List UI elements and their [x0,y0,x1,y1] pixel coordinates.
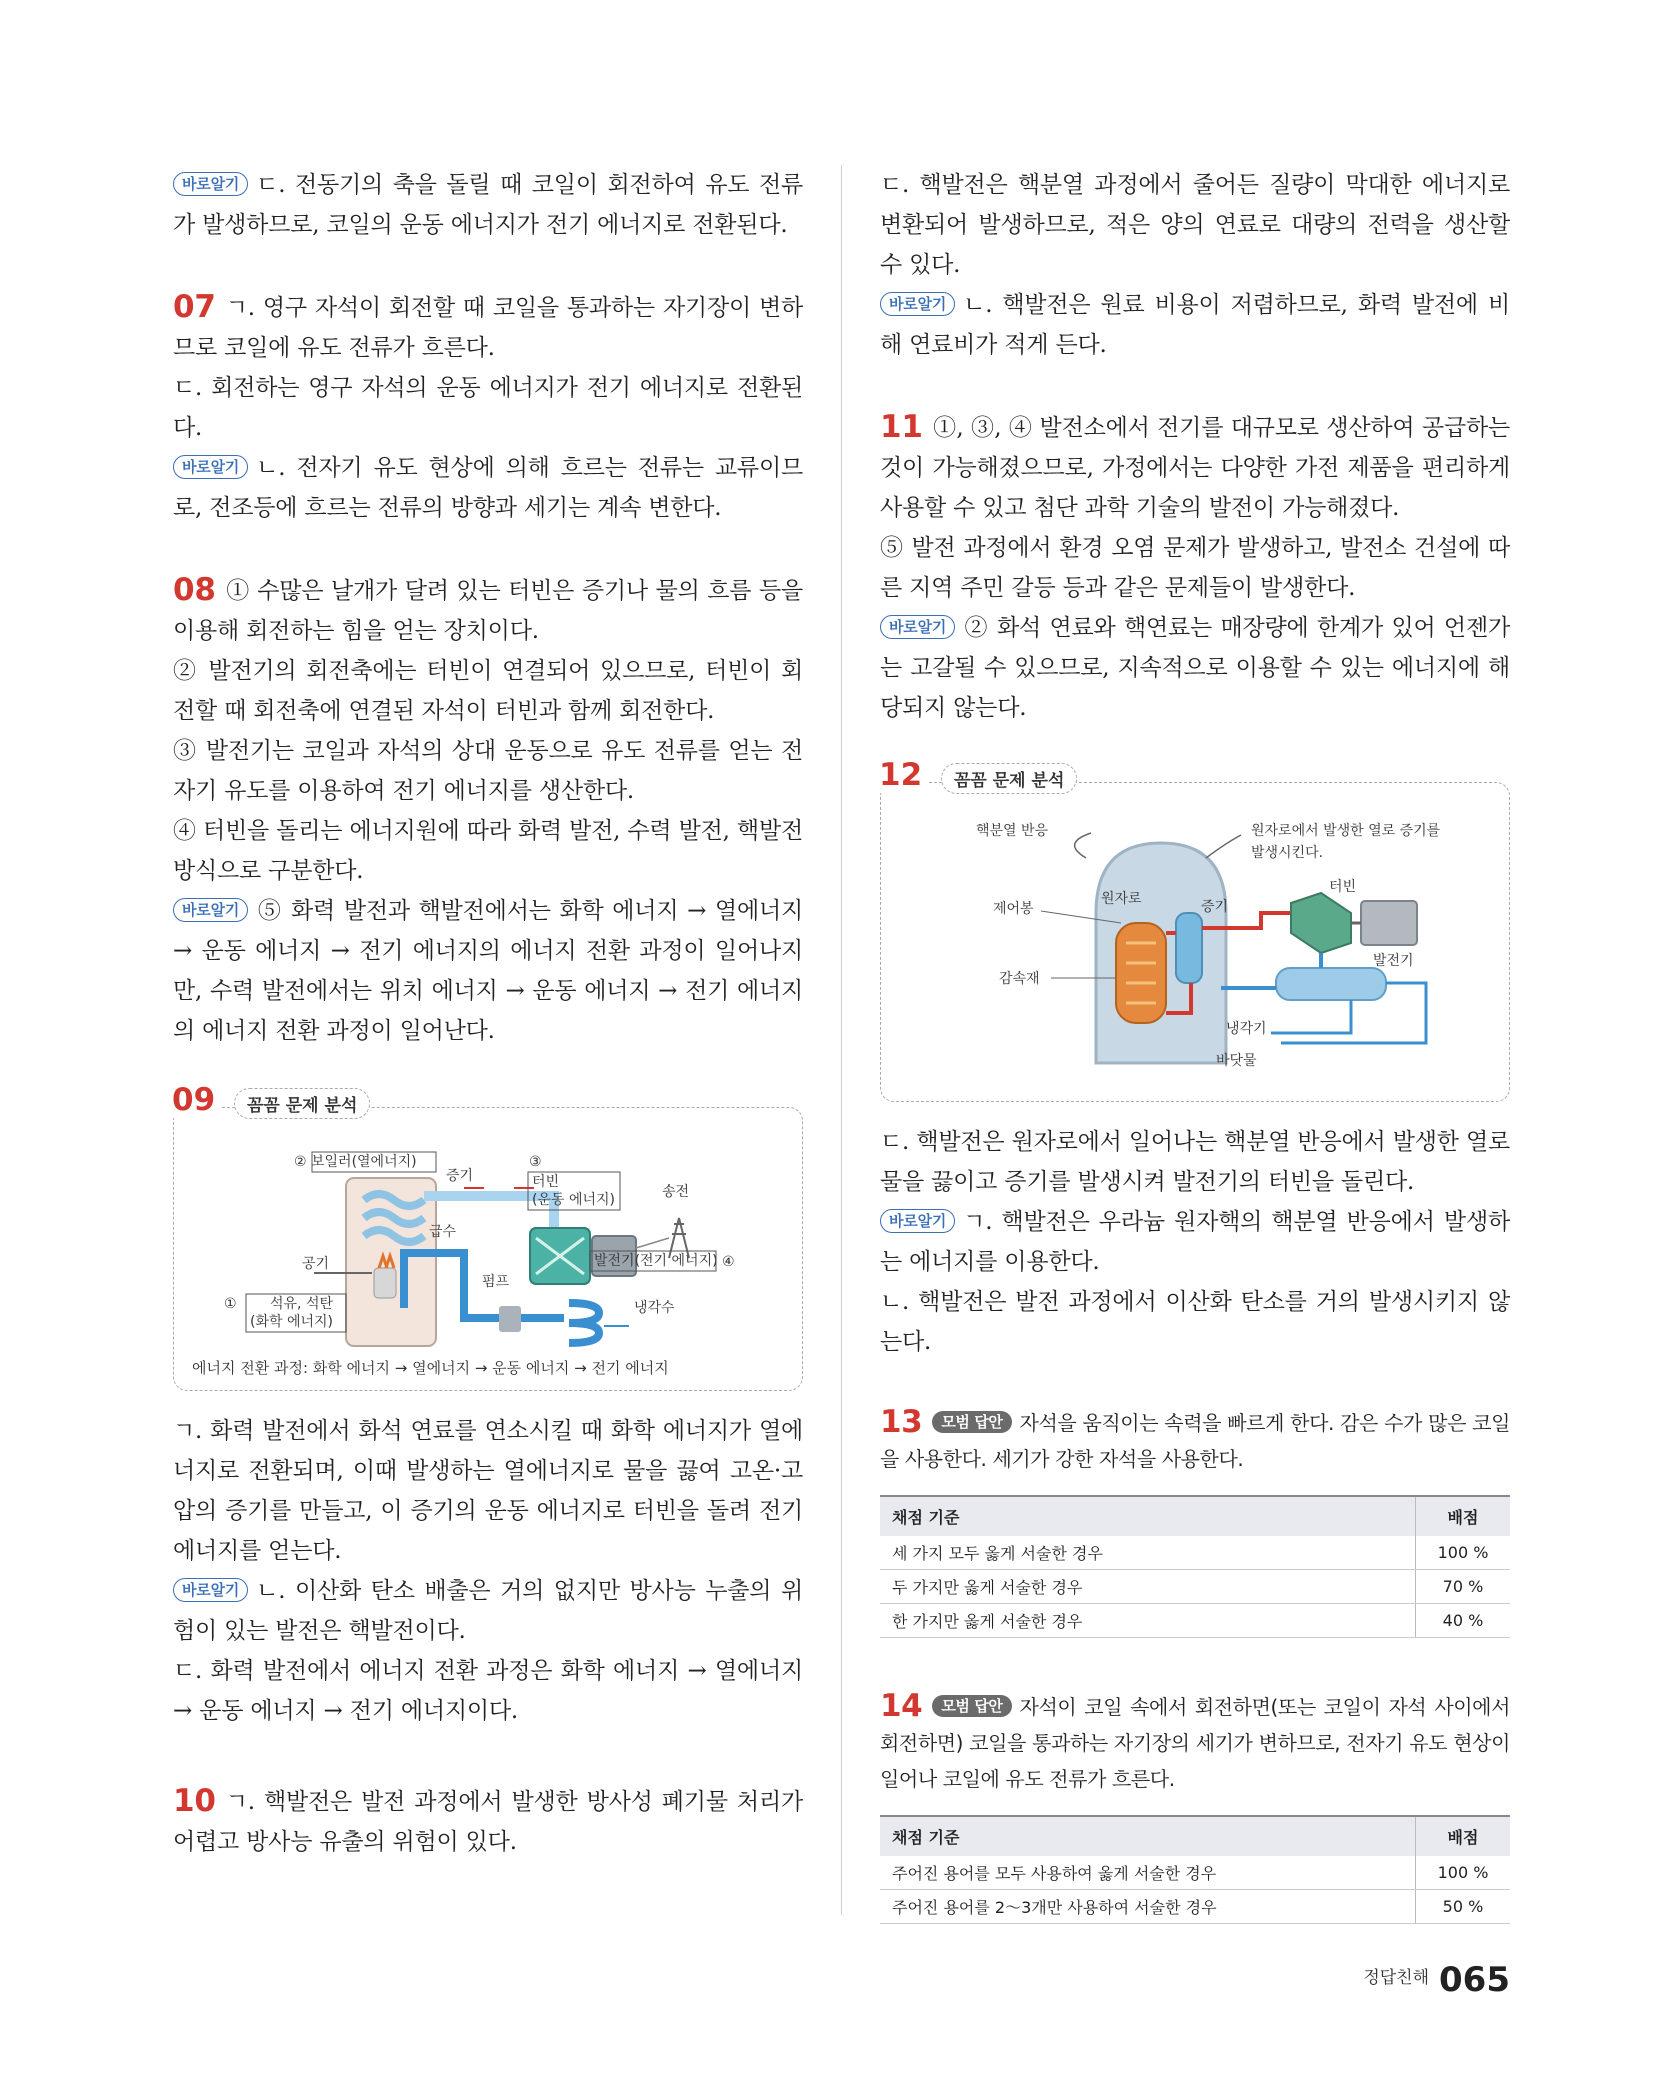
label-turbine: 터빈 [532,1174,560,1190]
answer-11 [880,407,1510,728]
thermal-power-diagram [174,1108,802,1390]
power-line [636,1238,669,1248]
model-answer-badge: 모범 답안 [932,1695,1011,1717]
nuclear-power-figure [879,757,1510,1102]
check-badge: 바로알기 [173,1578,248,1602]
table-header-points: 배점 [1416,1816,1511,1856]
left-column [173,165,803,1904]
label-fission: 핵분열 반응 [976,823,1049,839]
burner-shape [374,1268,396,1298]
answer-paragraph: ㄴ. 핵발전은 발전 과정에서 이산화 탄소를 거의 발생시키지 않는다. [880,1289,1510,1355]
check-badge: 바로알기 [880,292,955,316]
generator-shape [1361,901,1417,945]
callout-fission [1075,833,1091,858]
table-row: 두 가지만 옳게 서술한 경우 70 % [880,1570,1510,1604]
answer-paragraph: ② 발전기의 회전축에는 터빈이 연결되어 있으므로, 터빈이 회전할 때 회전축에 연결된 자석이 터빈과 함께 회전한다. [173,658,803,724]
answer-10-continued [880,165,1510,365]
answer-paragraph: 10 ㄱ. 핵발전은 발전 과정에서 발생한 방사성 폐기물 처리가 어렵고 방사능 유출의 위험이 있다. [173,1783,803,1855]
footer-label: 정답친해 [1363,1968,1430,1988]
answer-paragraph: 13 모범 답안 자석을 움직이는 속력을 빠르게 한다. 감은 수가 많은 코일을 사용한다. 세기가 강한 자석을 사용한다. [880,1404,1510,1471]
table-row: 주어진 용어를 모두 사용하여 옳게 서술한 경우 100 % [880,1856,1510,1890]
table-header-criteria: 채점 기준 [880,1816,1416,1856]
label-control-rod: 제어봉 [993,901,1034,917]
answer-paragraph: 07 ㄱ. 영구 자석이 회전할 때 코일을 통과하는 자기장이 변하므로 코일에 유도 전류가 흐른다. [173,289,803,361]
answer-paragraph: 바로알기 ㄷ. 전동기의 축을 돌릴 때 코일이 회전하여 유도 전류가 발생하므로, 코일의 운동 에너지가 전기 에너지로 전환된다. [173,172,803,238]
answer-paragraph: ③ 발전기는 코일과 자석의 상대 운동으로 유도 전류를 얻는 전자기 유도를 이용하여 전기 에너지를 생산한다. [173,738,803,804]
thermal-power-figure [172,1082,803,1391]
answer-12 [879,757,1510,1362]
answer-paragraph: 11 ①, ③, ④ 발전소에서 전기를 대규모로 생산하여 공급하는 것이 가능해졌으므로, 가정에서는 다양한 가전 제품을 편리하게 사용할 수 있고 첨단 과학 기술의 발전이 가능해졌다. [880,409,1510,521]
label-fuel-energy: (화학 에너지) [250,1314,333,1330]
question-number: 09 [172,1082,221,1118]
question-number: 14 [880,1688,923,1724]
label-fuel: 석유, 석탄 [270,1296,333,1312]
table-header-criteria: 채점 기준 [880,1496,1416,1536]
model-answer-badge: 모범 답안 [932,1411,1011,1433]
column-divider [841,165,842,1915]
question-number: 12 [879,757,928,793]
page-footer [1363,1960,1510,2000]
table-row: 세 가지 모두 옳게 서술한 경우 100 % [880,1536,1510,1570]
label-boiler: ② 보일러(열에너지) [294,1154,417,1170]
label-cooling-water: 냉각수 [634,1300,675,1316]
answer-07 [173,287,803,528]
label-number-1: ① [224,1296,237,1312]
answer-13 [880,1404,1510,1638]
analysis-tag: 꼼꼼 문제 분석 [234,1088,370,1119]
turbine-shape [1291,893,1351,953]
label-condenser: 냉각기 [1226,1021,1267,1037]
answer-06-continued [173,165,803,245]
condenser-coil [519,1303,599,1343]
figure-caption: 에너지 전환 과정: 화학 에너지 → 열에너지 → 운동 에너지 → 전기 에너지 [192,1359,669,1377]
label-transmission: 송전 [662,1184,690,1200]
label-turbine-energy: (운동 에너지) [532,1192,615,1208]
label-reactor: 원자로 [1101,891,1142,907]
answer-paragraph: ④ 터빈을 돌리는 에너지원에 따라 화력 발전, 수력 발전, 핵발전 방식으로 구분한다. [173,818,803,884]
check-badge: 바로알기 [173,898,248,922]
condenser-shape [1276,968,1386,1000]
label-heat-line1: 원자로에서 발생한 열로 증기를 [1251,823,1441,839]
question-number: 07 [173,289,216,325]
answer-paragraph: 14 모범 답안 자석이 코일 속에서 회전하면(또는 코일이 자석 사이에서 회전하면) 코일을 통과하는 자기장의 세기가 변하므로, 전자기 유도 현상이 일어나 코일에 유도 전류가 흐른다. [880,1688,1510,1791]
answer-14 [880,1688,1510,1924]
label-moderator: 감속재 [999,971,1040,987]
label-steam: 증기 [446,1168,474,1184]
scoring-table [880,1815,1510,1924]
answer-paragraph: 바로알기 ㄱ. 핵발전은 우라늄 원자핵의 핵분열 반응에서 발생하는 에너지를 이용한다. [880,1209,1510,1275]
table-header-points: 배점 [1416,1496,1511,1536]
table-row: 주어진 용어를 2～3개만 사용하여 서술한 경우 50 % [880,1890,1510,1924]
answer-paragraph: ㄷ. 핵발전은 핵분열 과정에서 줄어든 질량이 막대한 에너지로 변환되어 발생하므로, 적은 양의 연료로 대량의 전력을 생산할 수 있다. [880,172,1510,278]
question-number: 11 [880,409,923,445]
reactor-vessel [1116,923,1166,1023]
check-badge: 바로알기 [880,615,955,639]
check-badge: 바로알기 [173,455,248,479]
label-generator: 발전기 [1373,953,1414,969]
answer-paragraph: ⑤ 발전 과정에서 환경 오염 문제가 발생하고, 발전소 건설에 따른 지역 주민 갈등 등과 같은 문제들이 발생한다. [880,535,1510,601]
pump-shape [499,1306,521,1332]
answer-09 [172,1082,803,1731]
answer-08 [173,570,803,1051]
answer-paragraph: 08 ① 수많은 날개가 달려 있는 터빈은 증기나 물의 흐름 등을 이용해 회전하는 힘을 얻는 장치이다. [173,572,803,644]
label-sea-water: 바닷물 [1216,1053,1257,1069]
answer-paragraph: ㄷ. 화력 발전에서 에너지 전환 과정은 화학 에너지 → 열에너지 → 운동 에너지 → 전기 에너지이다. [173,1658,803,1724]
answer-paragraph: ㄱ. 화력 발전에서 화석 연료를 연소시킬 때 화학 에너지가 열에너지로 전환되며, 이때 발생하는 열에너지로 물을 끓여 고온·고압의 증기를 만들고, 이 증기의 운동 에너지로 터빈을 돌려 전기 에너지를 얻는다. [173,1418,803,1564]
answer-paragraph: 바로알기 ㄴ. 전자기 유도 현상에 의해 흐르는 전류는 교류이므로, 전조등에 흐르는 전류의 방향과 세기는 계속 변한다. [173,455,803,521]
label-feed-water: 급수 [429,1224,457,1240]
question-number: 13 [880,1404,923,1440]
label-generator: 발전기(전기 에너지) [594,1253,718,1269]
label-number-3: ③ [529,1154,542,1170]
transmission-tower [669,1218,689,1258]
answer-paragraph: 바로알기 ㄴ. 핵발전은 원료 비용이 저렴하므로, 화력 발전에 비해 연료비가 적게 든다. [880,292,1510,358]
question-number: 08 [173,572,216,608]
label-heat-line2: 발생시킨다. [1251,845,1324,861]
answer-10 [173,1781,803,1862]
label-pump: 펌프 [482,1274,510,1290]
label-turbine: 터빈 [1329,879,1357,895]
right-column [880,165,1510,1924]
question-number: 10 [173,1783,216,1819]
answer-paragraph: 바로알기 ⑤ 화력 발전과 핵발전에서는 화학 에너지 → 열에너지 → 운동 에너지 → 전기 에너지의 에너지 전환 과정이 일어나지만, 수력 발전에서는 위치 에너지 → 운동 에너지 → 전기 에너지의 에너지 전환 과정이 일어난다. [173,898,803,1044]
label-steam: 증기 [1201,899,1229,915]
answer-paragraph: 바로알기 ㄴ. 이산화 탄소 배출은 거의 없지만 방사능 누출의 위험이 있는 발전은 핵발전이다. [173,1578,803,1644]
callout-heat [1206,835,1241,858]
table-row: 한 가지만 옳게 서술한 경우 40 % [880,1604,1510,1638]
label-air: 공기 [302,1256,330,1272]
answer-paragraph: ㄷ. 회전하는 영구 자석의 운동 에너지가 전기 에너지로 전환된다. [173,375,803,441]
answer-paragraph: 바로알기 ② 화석 연료와 핵연료는 매장량에 한계가 있어 언젠가는 고갈될 수 있으므로, 지속적으로 이용할 수 있는 에너지에 해당되지 않는다. [880,615,1510,721]
answer-paragraph: ㄷ. 핵발전은 원자로에서 일어나는 핵분열 반응에서 발생한 열로 물을 끓이고 증기를 발생시켜 발전기의 터빈을 돌린다. [880,1129,1510,1195]
check-badge: 바로알기 [173,172,248,196]
nuclear-power-diagram [881,783,1509,1101]
label-number-4: ④ [722,1254,735,1270]
check-badge: 바로알기 [880,1209,955,1233]
page-number: 065 [1439,1960,1510,2000]
analysis-tag: 꼼꼼 문제 분석 [941,763,1077,794]
steam-generator [1176,913,1202,983]
scoring-table [880,1495,1510,1638]
